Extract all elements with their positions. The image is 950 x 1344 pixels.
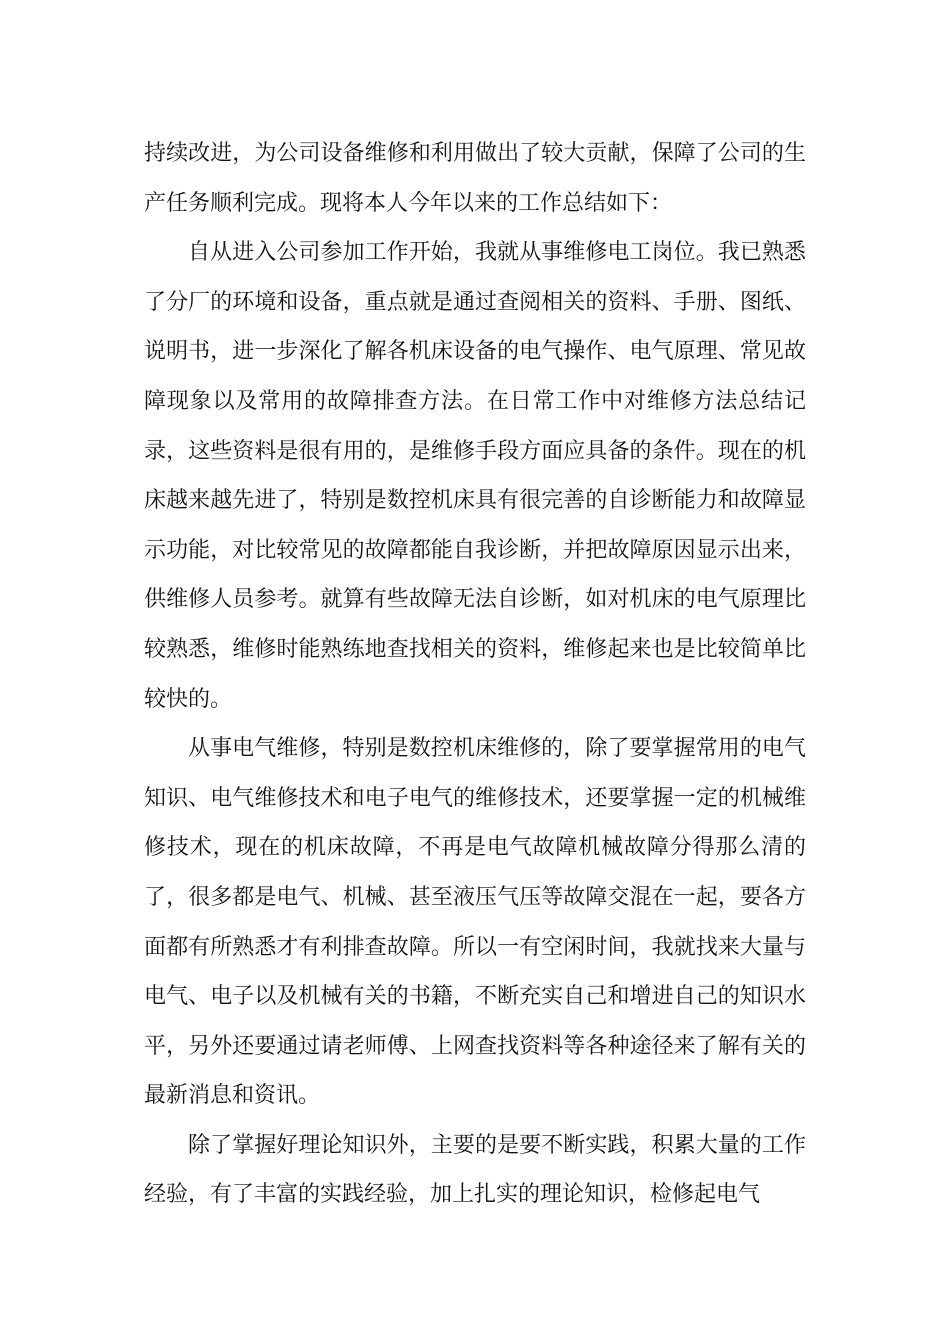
paragraph-4: 除了掌握好理论知识外，主要的是要不断实践，积累大量的工作经验，有了丰富的实践经验，加上扎实的理论知识，检修起电气 [144, 1132, 806, 1208]
paragraph-3: 从事电气维修，特别是数控机床维修的，除了要掌握常用的电气知识、电气维修技术和电子电气的维修技术，还要掌握一定的机械维修技术，现在的机床故障，不再是电气故障机械故障分得那么清的了，很多都是电气、机械、甚至液压气压等故障交混在一起，要各方面都有所熟悉才有利排查故障。所以一有空闲时间，我就找来大量与电气、电子以及机械有关的书籍，不断充实自己和增进自己的知识水平，另外还要通过请老师傅、上网查找资料等各种途径来了解有关的最新消息和资讯。 [144, 736, 806, 1109]
paragraph-2: 自从进入公司参加工作开始，我就从事维修电工岗位。我已熟悉了分厂的环境和设备，重点就是通过查阅相关的资料、手册、图纸、说明书，进一步深化了解各机床设备的电气操作、电气原理、常见故障现象以及常用的故障排查方法。在日常工作中对维修方法总结记录，这些资料是很有用的，是维修手段方面应具备的条件。现在的机床越来越先进了，特别是数控机床具有很完善的自诊断能力和故障显示功能，对比较常见的故障都能自我诊断，并把故障原因显示出来，供维修人员参考。就算有些故障无法自诊断，如对机床的电气原理比较熟悉，维修时能熟练地查找相关的资料，维修起来也是比较简单比较快的。 [144, 240, 806, 712]
paragraph-1: 持续改进，为公司设备维修和利用做出了较大贡献，保障了公司的生产任务顺利完成。现将本人今年以来的工作总结如下： [144, 141, 806, 216]
document-body [144, 129, 806, 1220]
